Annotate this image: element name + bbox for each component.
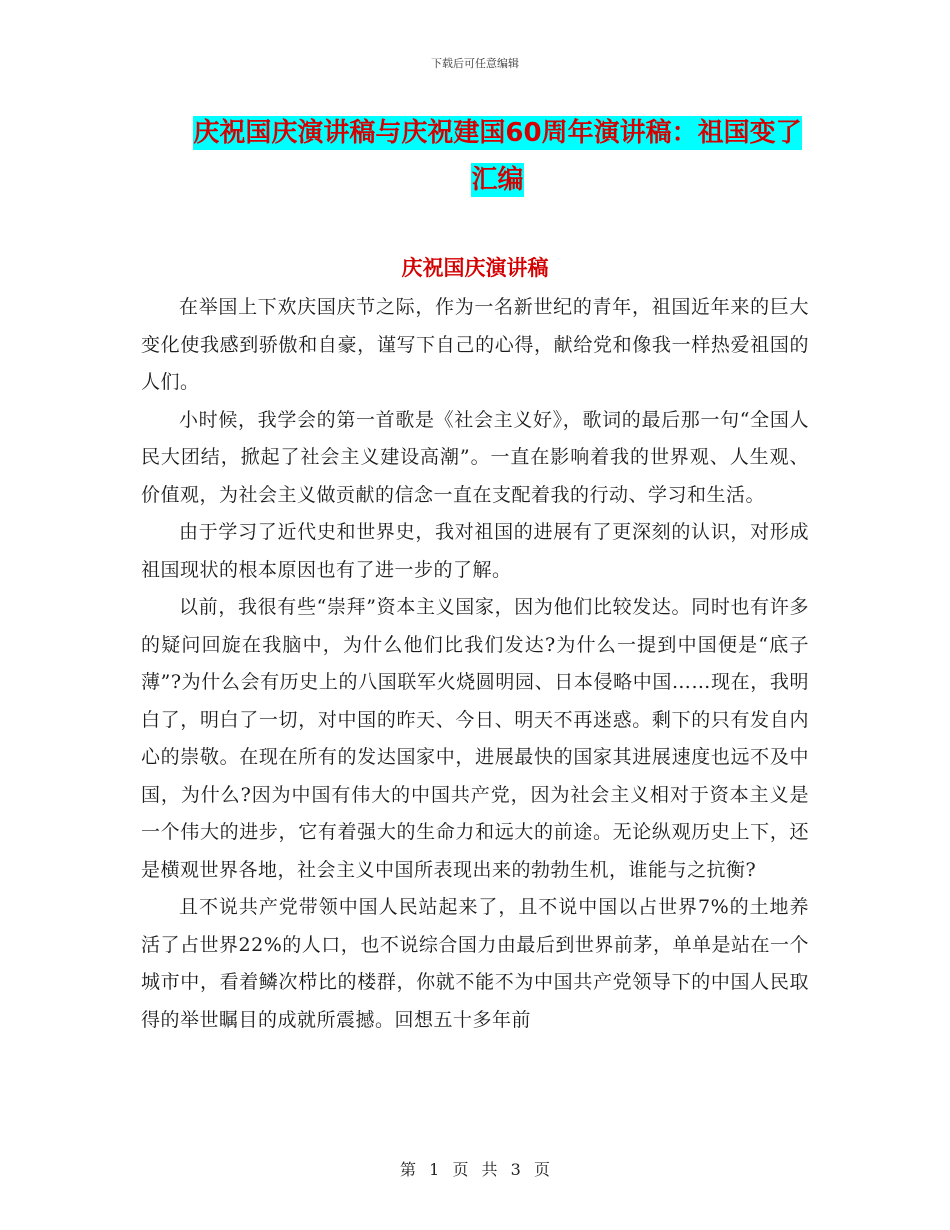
footer-total-label: 共 <box>481 1160 498 1179</box>
footer-page-total: 3 <box>510 1160 521 1179</box>
footer-page-current: 1 <box>429 1160 440 1179</box>
footer-total-unit: 页 <box>533 1160 550 1179</box>
page-footer <box>0 1157 950 1180</box>
footer-page-label: 第 <box>400 1160 417 1179</box>
header-note: 下载后可任意编辑 <box>431 57 519 70</box>
document-title-text: 庆祝国庆演讲稿与庆祝建国60周年演讲稿：祖国变了汇编 <box>193 118 802 195</box>
document-title <box>185 110 810 204</box>
paragraph: 在举国上下欢庆国庆节之际，作为一名新世纪的青年，祖国近年来的巨大变化使我感到骄傲和自豪，谨写下自己的心得，献给党和像我一样热爱祖国的人们。 <box>141 296 809 393</box>
paragraph: 且不说共产党带领中国人民站起来了，且不说中国以占世界7%的土地养活了占世界22%的人口，也不说综合国力由最后到世界前茅，单单是站在一个城市中，看着鳞次栉比的楼群，你就不能不为中国共产党领导下的中国人民取得的举世瞩目的成就所震撼。回想五十多年前 <box>141 896 809 1031</box>
paragraph: 由于学习了近代史和世界史，我对祖国的进展有了更深刻的认识，对形成祖国现状的根本原因也有了进一步的了解。 <box>141 521 809 581</box>
document-body <box>141 289 809 1039</box>
paragraph: 以前，我很有些“崇拜”资本主义国家，因为他们比较发达。同时也有许多的疑问回旋在我脑中，为什么他们比我们发达?为什么一提到中国便是“底子薄”?为什么会有历史上的八国联军火烧圆明园、日本侵略中国……现在，我明白了，明白了一切，对中国的昨天、今日、明天不再迷惑。剩下的只有发自内心的崇敬。在现在所有的发达国家中，进展最快的国家其进展速度也远不及中国，为什么?因为中国有伟大的中国共产党，因为社会主义相对于资本主义是一个伟大的进步，它有着强大的生命力和远大的前途。无论纵观历史上下，还是横观世界各地，社会主义中国所表现出来的勃勃生机，谁能与之抗衡? <box>141 596 809 881</box>
section-title: 庆祝国庆演讲稿 <box>401 256 549 280</box>
paragraph: 小时候，我学会的第一首歌是《社会主义好》，歌词的最后那一句“全国人民大团结，掀起了社会主义建设高潮”。一直在影响着我的世界观、人生观、价值观，为社会主义做贡献的信念一直在支配着我的行动、学习和生活。 <box>141 408 809 506</box>
footer-page-unit: 页 <box>452 1160 469 1179</box>
